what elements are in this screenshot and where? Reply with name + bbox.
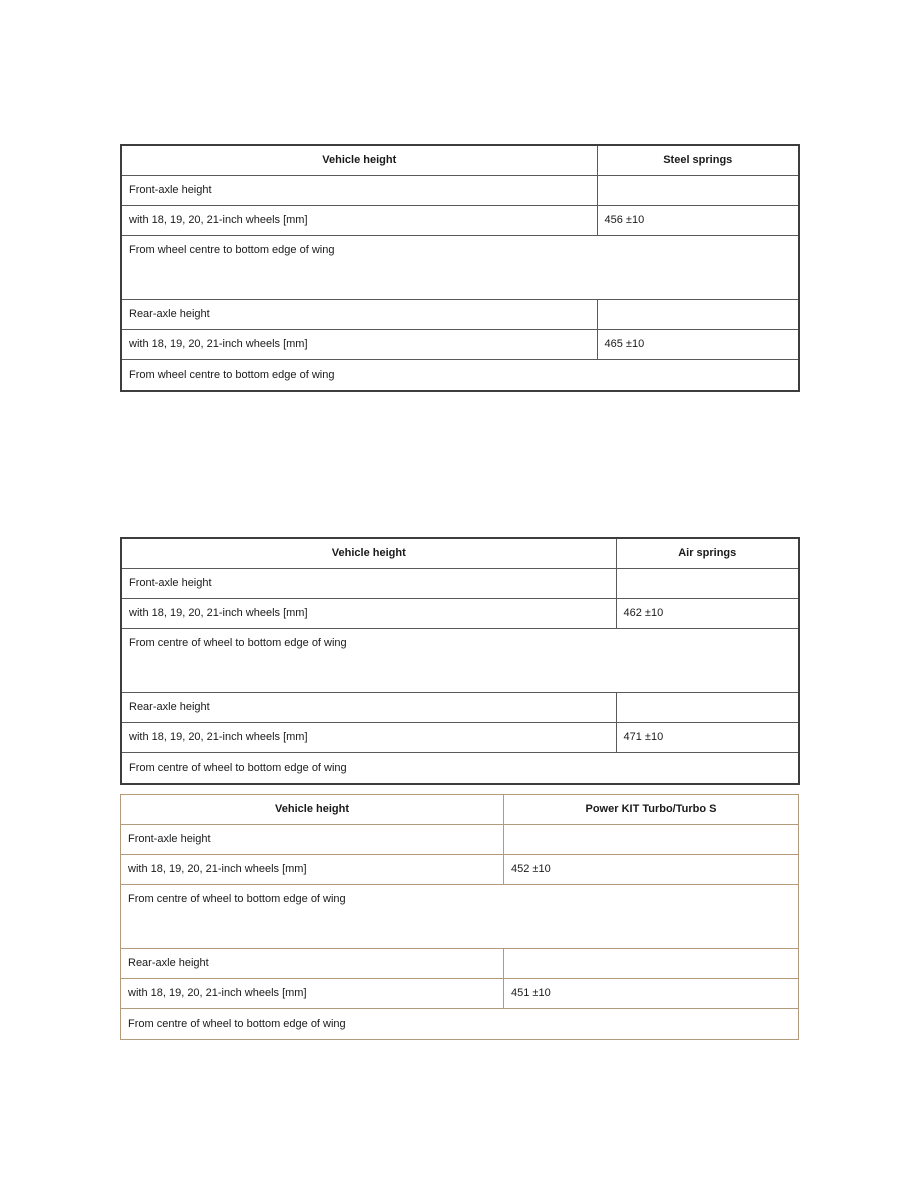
front-measure-note: From centre of wheel to bottom edge of wing xyxy=(121,629,799,693)
table-row xyxy=(121,330,799,360)
front-wheels-label: with 18, 19, 20, 21-inch wheels [mm] xyxy=(121,599,616,629)
rear-wheels-value: 465 ±10 xyxy=(597,330,799,360)
rear-axle-height-label: Rear-axle height xyxy=(121,949,504,979)
vehicle-height-header: Vehicle height xyxy=(121,538,616,569)
rear-measure-note: From wheel centre to bottom edge of wing xyxy=(121,360,799,392)
rear-wheels-label: with 18, 19, 20, 21-inch wheels [mm] xyxy=(121,723,616,753)
rear-axle-height-value xyxy=(597,300,799,330)
table-header-row xyxy=(121,145,799,176)
front-wheels-label: with 18, 19, 20, 21-inch wheels [mm] xyxy=(121,855,504,885)
front-axle-height-label: Front-axle height xyxy=(121,176,597,206)
front-axle-height-value xyxy=(616,569,799,599)
front-wheels-value: 452 ±10 xyxy=(504,855,799,885)
table-row xyxy=(121,885,799,949)
table-row xyxy=(121,693,799,723)
rear-axle-height-label: Rear-axle height xyxy=(121,300,597,330)
rear-wheels-value: 471 ±10 xyxy=(616,723,799,753)
rear-axle-height-label: Rear-axle height xyxy=(121,693,616,723)
front-wheels-value: 462 ±10 xyxy=(616,599,799,629)
rear-wheels-label: with 18, 19, 20, 21-inch wheels [mm] xyxy=(121,979,504,1009)
table-row xyxy=(121,236,799,300)
rear-axle-height-value xyxy=(504,949,799,979)
steel-springs-header: Steel springs xyxy=(597,145,799,176)
rear-wheels-value: 451 ±10 xyxy=(504,979,799,1009)
front-wheels-label: with 18, 19, 20, 21-inch wheels [mm] xyxy=(121,206,597,236)
table-row xyxy=(121,300,799,330)
table-row xyxy=(121,360,799,392)
power-kit-header: Power KIT Turbo/Turbo S xyxy=(504,795,799,825)
front-axle-height-label: Front-axle height xyxy=(121,825,504,855)
air-springs-table xyxy=(120,537,800,785)
table-row xyxy=(121,723,799,753)
vehicle-height-header: Vehicle height xyxy=(121,795,504,825)
front-measure-note: From centre of wheel to bottom edge of wing xyxy=(121,885,799,949)
front-measure-note: From wheel centre to bottom edge of wing xyxy=(121,236,799,300)
table-row xyxy=(121,206,799,236)
front-axle-height-value xyxy=(504,825,799,855)
table-row xyxy=(121,855,799,885)
front-axle-height-label: Front-axle height xyxy=(121,569,616,599)
table-row xyxy=(121,825,799,855)
table-row xyxy=(121,599,799,629)
front-axle-height-value xyxy=(597,176,799,206)
rear-axle-height-value xyxy=(616,693,799,723)
air-springs-header: Air springs xyxy=(616,538,799,569)
table-row xyxy=(121,569,799,599)
table-row xyxy=(121,1009,799,1040)
power-kit-table xyxy=(120,794,799,1040)
table-row xyxy=(121,949,799,979)
steel-springs-table xyxy=(120,144,800,392)
table-row xyxy=(121,753,799,785)
rear-wheels-label: with 18, 19, 20, 21-inch wheels [mm] xyxy=(121,330,597,360)
table-row xyxy=(121,979,799,1009)
table-row xyxy=(121,176,799,206)
table-row xyxy=(121,629,799,693)
vehicle-height-header: Vehicle height xyxy=(121,145,597,176)
rear-measure-note: From centre of wheel to bottom edge of wing xyxy=(121,753,799,785)
table-header-row xyxy=(121,538,799,569)
rear-measure-note: From centre of wheel to bottom edge of wing xyxy=(121,1009,799,1040)
table-header-row xyxy=(121,795,799,825)
front-wheels-value: 456 ±10 xyxy=(597,206,799,236)
